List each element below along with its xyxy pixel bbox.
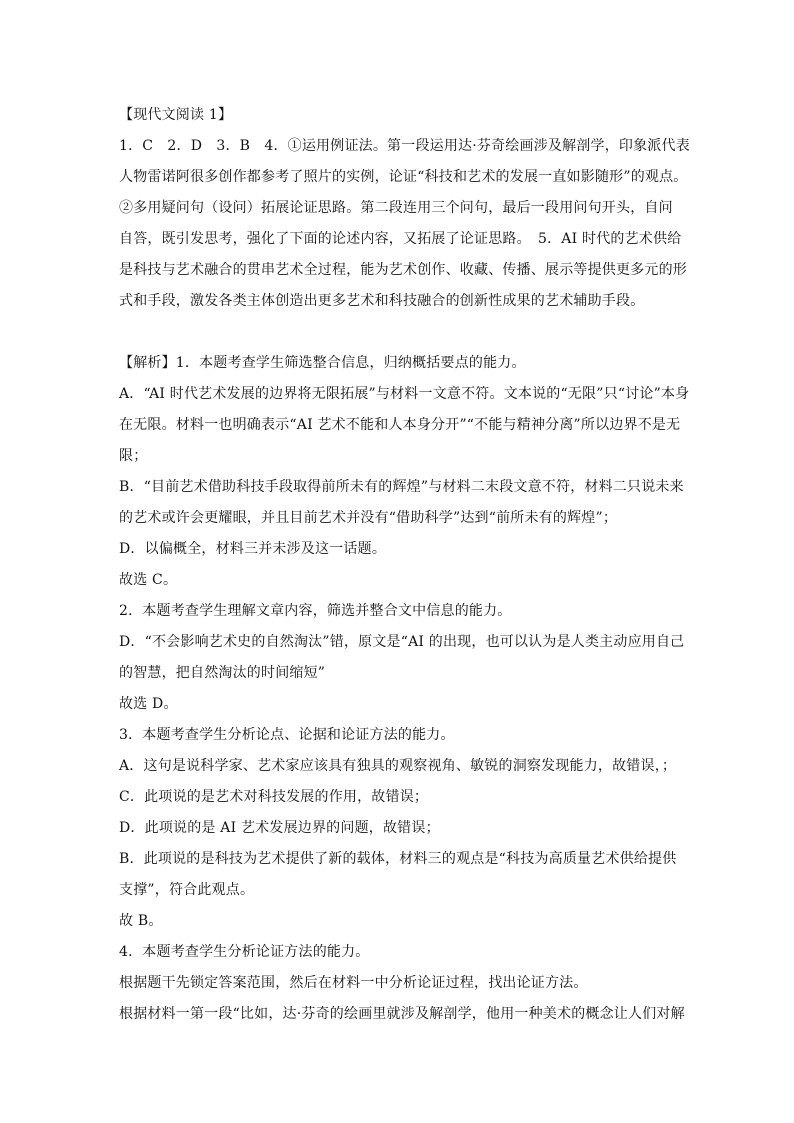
analysis-line: 故选 C。 [119, 572, 178, 588]
analysis-line: D．“不会影响艺术史的自然淘汰”错，原文是“AI 的出现，也可以认为是人类主动应用自己 [119, 634, 685, 650]
analysis-line: A．这句是说科学家、艺术家应该具有独具的观察视角、敏锐的洞察发现能力，故错误，； [119, 758, 677, 774]
analysis-line: D．此项说的是 AI 艺术发展边界的问题，故错误； [119, 820, 440, 836]
answer-line: ②多用疑问句（设问）拓展论证思路。第二段连用三个问句，最后一段用问句开头，自问 [119, 200, 673, 216]
analysis-line: 在无限。材料一也明确表示“AI 艺术不能和人本身分开”“不能与精神分离”所以边界不是无 [119, 417, 681, 433]
analysis-line: 【解析】1．本题考查学生筛选整合信息，归纳概括要点的能力。 [119, 355, 526, 371]
answer-line: 1．C 2．D 3．B 4．①运用例证法。第一段运用达·芬奇绘画涉及解剖学，印象派代表 [119, 138, 690, 154]
analysis-line: A．“AI 时代艺术发展的边界将无限拓展”与材料一文意不符。文本说的“无限”只“讨论”本身 [119, 386, 690, 402]
analysis-line: D．以偏概全，材料三并未涉及这一话题。 [119, 541, 387, 557]
analysis-line: 根据材料一第一段“比如，达·芬奇的绘画里就涉及解剖学，他用一种美术的概念让人们对解 [119, 1006, 685, 1022]
analysis-line: 支撑”，符合此观点。 [119, 882, 255, 898]
answer-line: 人物雷诺阿很多创作都参考了照片的实例，论证“科技和艺术的发展一直如影随形”的观点。 [119, 169, 688, 185]
analysis-line: 故 B。 [119, 913, 163, 929]
paragraph-gap [119, 317, 679, 348]
answer-line: 是科技与艺术融合的贯串艺术全过程，能为艺术创作、收藏、传播、展示等提供更多元的形 [119, 262, 687, 278]
answers-block [119, 131, 690, 317]
analysis-line: 限； [119, 448, 148, 464]
analysis-line: B．此项说的是科技为艺术提供了新的载体，材料三的观点是“科技为高质量艺术供给提供 [119, 851, 677, 867]
section-title: 【现代文阅读 1】 [119, 107, 233, 123]
analysis-line: 故选 D。 [119, 696, 178, 712]
answer-line: 自答，既引发思考，强化了下面的论述内容，又拓展了论证思路。 5．AI 时代的艺术供给 [119, 231, 682, 247]
answer-line: 式和手段，激发各类主体创造出更多艺术和科技融合的创新性成果的艺术辅助手段。 [119, 293, 645, 309]
analysis-line: B．“目前艺术借助科技手段取得前所未有的辉煌”与材料二末段文意不符，材料二只说未来 [119, 479, 684, 495]
analysis-line: 的智慧，把自然淘汰的时间缩短” [119, 665, 326, 681]
analysis-line: 4．本题考查学生分析论证方法的能力。 [119, 944, 370, 960]
analysis-block [119, 348, 690, 1030]
analysis-line: 根据题干先锁定答案范围，然后在材料一中分析论证过程，找出论证方法。 [119, 975, 588, 991]
analysis-line: 2．本题考查学生理解文章内容，筛选并整合文中信息的能力。 [119, 603, 512, 619]
analysis-line: C．此项说的是艺术对科技发展的作用，故错误； [119, 789, 429, 805]
document-page [119, 100, 690, 1030]
analysis-line: 的艺术或许会更耀眼，并且目前艺术并没有“借助科学”达到“前所未有的辉煌”； [119, 510, 618, 526]
analysis-line: 3．本题考查学生分析论点、论据和论证方法的能力。 [119, 727, 455, 743]
